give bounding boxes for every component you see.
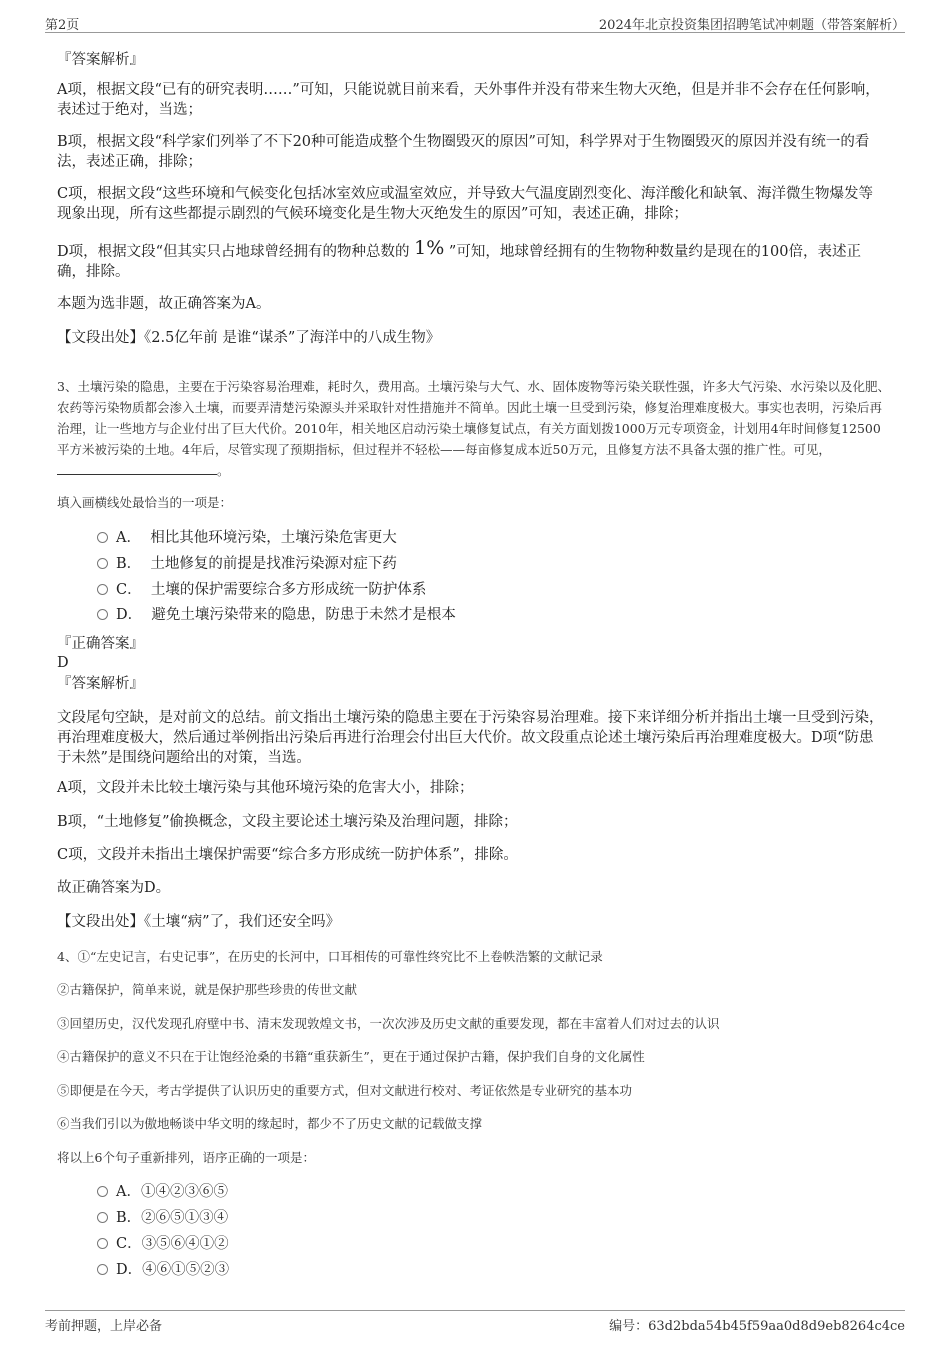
radio-icon[interactable] xyxy=(97,1238,108,1249)
q3-option-b-analysis: B项，“土地修复”偷换概念，文段主要论述土壤污染及治理问题，排除； xyxy=(57,814,518,830)
q3-option-a[interactable]: A． 相比其他环境污染，土壤污染危害更大 xyxy=(97,528,397,548)
q2-option-b-analysis: B项，根据文段“科学家们列举了不下20种可能造成整个生物圈毁灭的原因”可知，科学界对于生物圈毁灭的原因并没有统一的看法，表述正确，排除； xyxy=(57,134,870,170)
radio-icon[interactable] xyxy=(97,584,108,595)
q3-prompt: 填入画横线处最恰当的一项是： xyxy=(57,495,233,510)
q2-option-a-analysis: A项，根据文段“已有的研究表明……”可知，只能说就目前来看，天外事件并没有带来生物大灭绝，但是并非不会存在任何影响，表述过于绝对，当选； xyxy=(57,82,880,118)
q4-option-a[interactable]: A．①④②③⑥⑤ xyxy=(97,1182,228,1202)
q4-option-d[interactable]: D．④⑥①⑤②③ xyxy=(97,1260,229,1280)
q3-option-b[interactable]: B． 土地修复的前提是找准污染源对症下药 xyxy=(97,554,397,574)
radio-icon[interactable] xyxy=(97,532,108,543)
q3-analysis: 文段尾句空缺，是对前文的总结。前文指出土壤污染的隐患主要在于污染容易治理难。接下来详细分析并指出土壤一旦受到污染，再治理难度极大，然后通过举例指出污染后再进行治理会付出巨大代价。故文段重点论述土壤污染后再治理难度极大。D项“防患于未然”是围绕问题给出的对策，当选。 xyxy=(57,710,884,766)
q3-stem: 3、土壤污染的隐患，主要在于污染容易治理难，耗时久，费用高。土壤污染与大气、水、固体废物等污染关联性强，许多大气污染、水污染以及化肥、农药等污染物质都会渗入土壤，而要弄清楚污染源头并采取针对性措施并不简单。因此土壤一旦受到污染，修复治理难度极大。事实也表明，污染后再治理，让一些地方与企业付出了巨大代价。2010年，相关地区启动污染土壤修复试点，有关方面划拨1000万元专项资金，计划用4年时间修复12500平方米被污染的土地。4年后，尽管实现了预期指标，但过程并不轻松——每亩修复成本近50万元，且修复方法不具备太强的推广性。可见，。 xyxy=(57,379,890,478)
q4-sentence-1: 4、①“左史记言，右史记事”，在历史的长河中，口耳相传的可靠性终究比不上卷帙浩繁的文献记录 xyxy=(57,949,603,964)
q3-option-c-analysis: C项，文段并未指出土壤保护需要“综合多方形成统一防护体系”，排除。 xyxy=(57,847,518,863)
q3-source: 【文段出处】《土壤“病”了，我们还安全吗》 xyxy=(57,914,341,930)
page-header xyxy=(45,12,905,33)
q4-sentence-2: ②古籍保护，简单来说，就是保护那些珍贵的传世文献 xyxy=(57,982,358,997)
q4-sentence-6: ⑥当我们引以为傲地畅谈中华文明的缘起时，都少不了历史文献的记载做支撑 xyxy=(57,1116,483,1131)
q3-answer-title: 『正确答案』 xyxy=(57,636,144,652)
document-title: 2024年北京投资集团招聘笔试冲刺题（带答案解析） xyxy=(598,18,905,33)
q3-answer: D xyxy=(57,655,69,671)
radio-icon[interactable] xyxy=(97,1186,108,1197)
q4-option-b[interactable]: B．②⑥⑤①③④ xyxy=(97,1208,228,1228)
q3-option-a-analysis: A项，文段并未比较土壤污染与其他环境污染的危害大小，排除； xyxy=(57,780,474,796)
percent-formula: 1% xyxy=(414,237,445,259)
q3-option-d[interactable]: D． 避免土壤污染带来的隐患，防患于未然才是根本 xyxy=(97,605,456,625)
q2-option-d-analysis: D项，根据文段“但其实只占地球曾经拥有的物种总数的 1% ”可知，地球曾经拥有的生物物种数量约是现在的100倍，表述正确，排除。 xyxy=(57,237,862,280)
q4-sentence-5: ⑤即便是在今天，考古学提供了认识历史的重要方式，但对文献进行校对、考证依然是专业研究的基本功 xyxy=(57,1083,633,1098)
q4-sentence-3: ③回望历史，汉代发现孔府壁中书、清末发现敦煌文书，一次次涉及历史文献的重要发现，都在丰富着人们对过去的认识 xyxy=(57,1016,720,1031)
radio-icon[interactable] xyxy=(97,1264,108,1275)
q2-conclusion: 本题为选非题，故正确答案为A。 xyxy=(57,296,271,312)
q2-option-c-analysis: C项，根据文段“这些环境和气候变化包括冰室效应或温室效应，并导致大气温度剧烈变化、海洋酸化和缺氧、海洋微生物爆发等现象出现，所有这些都提示剧烈的气候环境变化是生物大灭绝发生的原因”可知，表述正确，排除； xyxy=(57,186,874,222)
footer-slogan: 考前押题，上岸必备 xyxy=(45,1319,163,1334)
radio-icon[interactable] xyxy=(97,609,108,620)
document-code: 编号：63d2bda54b45f59aa0d8d9eb8264c4ce xyxy=(609,1319,905,1334)
q4-sentence-4: ④古籍保护的意义不只在于让饱经沧桑的书籍“重获新生”，更在于通过保护古籍，保护我们自身的文化属性 xyxy=(57,1049,645,1064)
page-footer xyxy=(45,1310,905,1335)
answer-blank xyxy=(57,462,217,475)
q3-conclusion: 故正确答案为D。 xyxy=(57,880,171,896)
q2-analysis-title: 『答案解析』 xyxy=(57,52,144,68)
q4-option-c[interactable]: C．③⑤⑥④①② xyxy=(97,1234,229,1254)
q2-source: 【文段出处】《2.5亿年前 是谁“谋杀”了海洋中的八成生物》 xyxy=(57,330,441,346)
radio-icon[interactable] xyxy=(97,1212,108,1223)
page-number: 第2页 xyxy=(45,18,80,33)
q3-analysis-title: 『答案解析』 xyxy=(57,676,144,692)
q3-option-c[interactable]: C． 土壤的保护需要综合多方形成统一防护体系 xyxy=(97,580,426,600)
radio-icon[interactable] xyxy=(97,558,108,569)
q4-prompt: 将以上6个句子重新排列，语序正确的一项是： xyxy=(57,1150,315,1165)
